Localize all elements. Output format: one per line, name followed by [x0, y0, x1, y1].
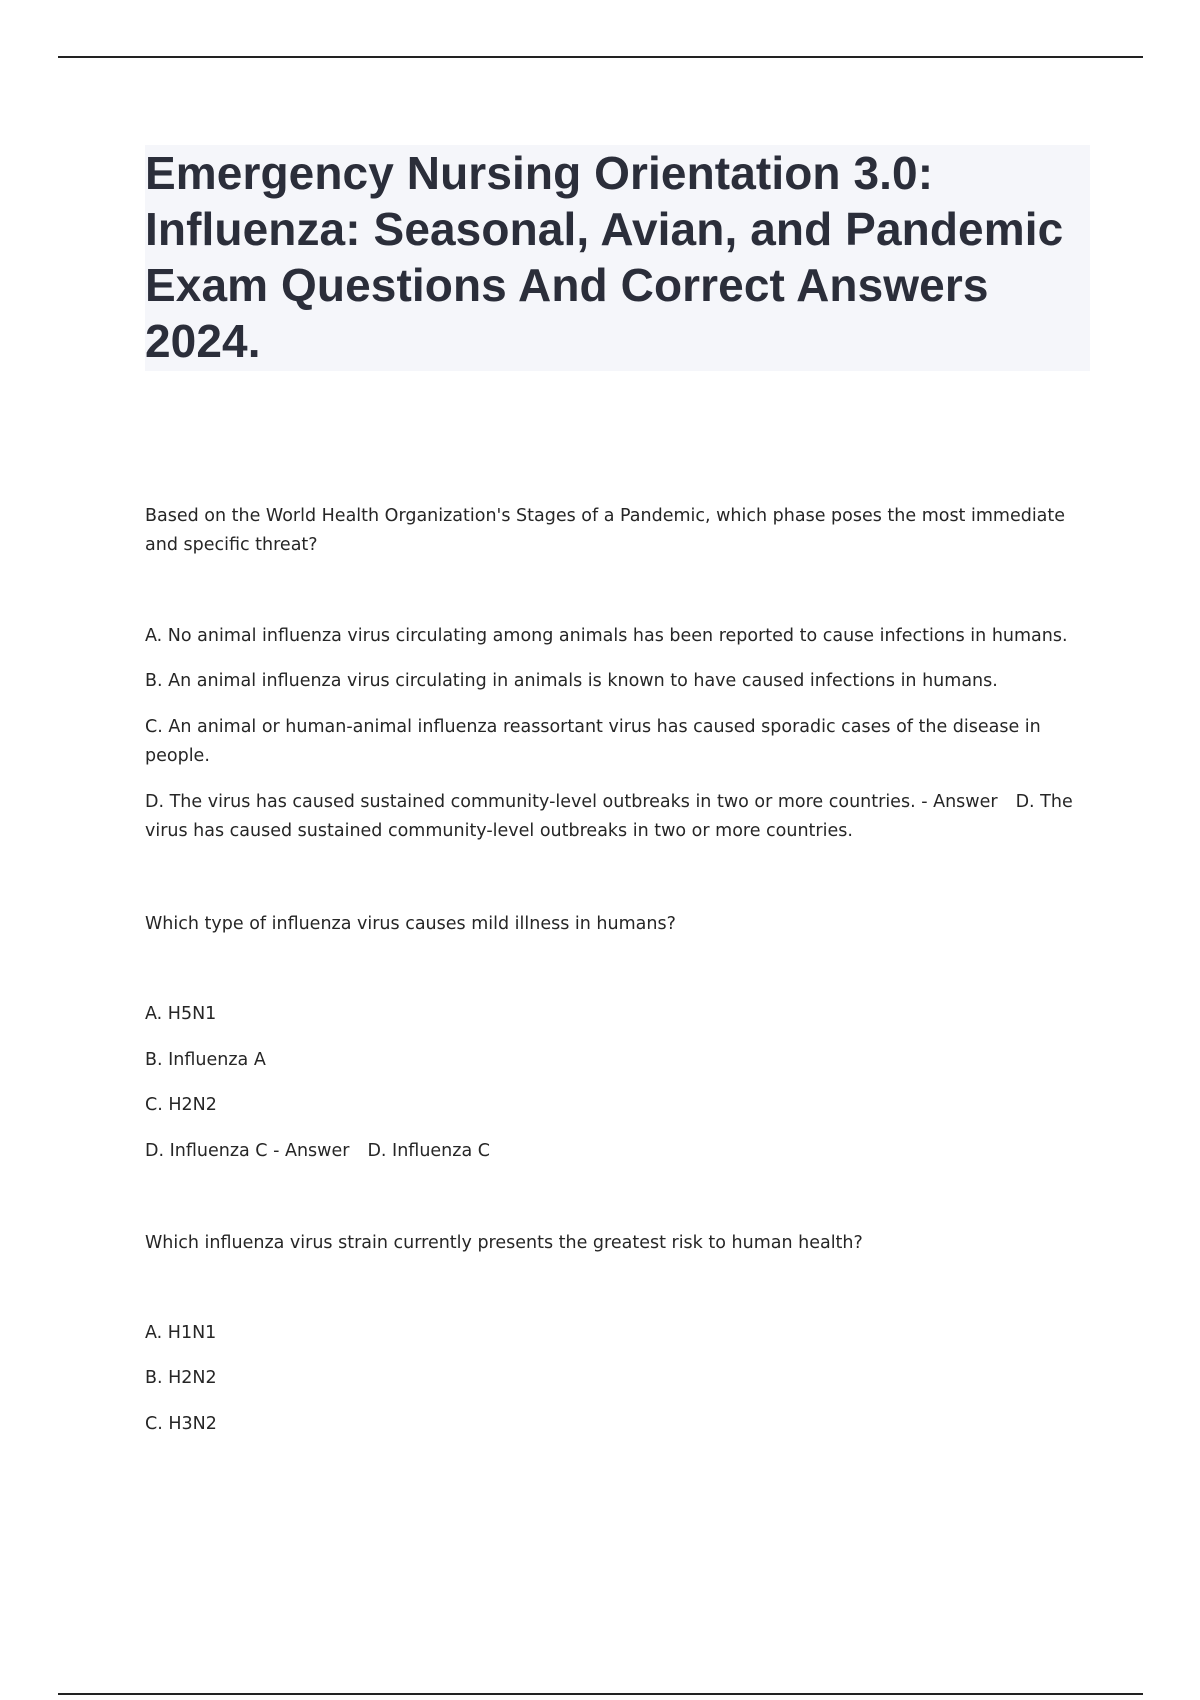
question-2-option-d: D. Influenza C — [145, 1141, 268, 1161]
question-3-text: Which influenza virus strain currently presents the greatest risk to human health? — [145, 1233, 863, 1253]
question-2-option-c: C. H2N2 — [145, 1095, 217, 1115]
document-title: Emergency Nursing Orientation 3.0: Influenza: Seasonal, Avian, and Pandemic Exam Questions And Correct Answers 2024. — [145, 147, 1064, 367]
question-2-option-b: B. Influenza A — [145, 1050, 266, 1070]
question-1-option-a: A. No animal influenza virus circulating among animals has been reported to cause infections in humans. — [145, 626, 1068, 646]
question-3-option-c: C. H3N2 — [145, 1414, 217, 1434]
question-1-option-d: D. The virus has caused sustained community-level outbreaks in two or more countries. — [145, 792, 916, 812]
question-1-option-d-with-answer — [145, 788, 1090, 846]
question-3-option-b: B. H2N2 — [145, 1368, 217, 1388]
question-2-text: Which type of influenza virus causes mild illness in humans? — [145, 914, 676, 934]
question-2-answer: D. Influenza C — [367, 1141, 490, 1161]
top-rule — [58, 56, 1143, 58]
question-1-text: Based on the World Health Organization's Stages of a Pandemic, which phase poses the most immediate and specific threat? — [145, 506, 1066, 555]
title-block — [145, 145, 1090, 371]
question-1-answer-label: - Answer — [921, 792, 998, 812]
question-2-option-a: A. H5N1 — [145, 1004, 217, 1024]
bottom-rule — [58, 1693, 1143, 1695]
question-2-option-d-with-answer — [145, 1137, 1090, 1166]
question-1-option-b: B. An animal influenza virus circulating in animals is known to have caused infections in humans. — [145, 671, 998, 691]
question-3-option-a: A. H1N1 — [145, 1323, 217, 1343]
question-1-answer: D. The virus has caused sustained community-level outbreaks in two or more countries. — [145, 792, 1073, 841]
document-body — [145, 145, 1090, 371]
question-2-answer-label: - Answer — [273, 1141, 350, 1161]
question-1-option-c: C. An animal or human-animal influenza reassortant virus has caused sporadic cases of the disease in people. — [145, 717, 1041, 766]
